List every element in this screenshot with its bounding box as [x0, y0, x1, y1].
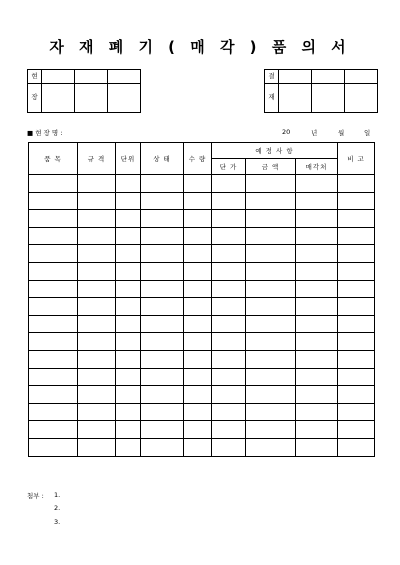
table-cell[interactable] [78, 368, 116, 386]
approval-sign-cell[interactable] [108, 84, 141, 113]
attachment-item-1: 1. [54, 491, 61, 499]
table-cell[interactable] [338, 192, 375, 210]
table-cell[interactable] [184, 245, 212, 263]
approval-title-cell[interactable] [42, 70, 75, 84]
approval-sign-cell[interactable] [345, 84, 378, 113]
table-cell[interactable] [184, 386, 212, 404]
approval-title-cell[interactable] [279, 70, 312, 84]
table-cell[interactable] [246, 368, 296, 386]
table-cell[interactable] [141, 333, 184, 351]
table-cell[interactable] [212, 403, 246, 421]
attachment-label: 첨부 : [27, 492, 44, 500]
approval-sign-cell[interactable] [42, 84, 75, 113]
table-cell[interactable] [29, 192, 78, 210]
disposal-items-table [28, 142, 375, 457]
table-cell[interactable] [29, 298, 78, 316]
table-cell[interactable] [29, 421, 78, 439]
table-cell[interactable] [29, 280, 78, 298]
table-cell[interactable] [212, 262, 246, 280]
table-cell[interactable] [141, 350, 184, 368]
date-day-label: 일 [364, 129, 371, 137]
table-cell[interactable] [29, 227, 78, 245]
approval-sign-cell[interactable] [75, 84, 108, 113]
header-quantity: 수 량 [184, 143, 212, 175]
table-cell[interactable] [116, 333, 141, 351]
table-cell[interactable] [184, 421, 212, 439]
approval-title-cell[interactable] [108, 70, 141, 84]
table-cell[interactable] [246, 298, 296, 316]
table-cell[interactable] [246, 333, 296, 351]
table-row [29, 227, 375, 245]
table-cell[interactable] [338, 280, 375, 298]
table-cell[interactable] [78, 175, 116, 193]
table-cell[interactable] [141, 210, 184, 228]
table-cell[interactable] [212, 175, 246, 193]
table-row [29, 280, 375, 298]
date-month-label: 월 [338, 129, 345, 137]
table-cell[interactable] [29, 315, 78, 333]
table-cell[interactable] [338, 227, 375, 245]
table-cell[interactable] [338, 421, 375, 439]
table-cell[interactable] [116, 245, 141, 263]
table-cell[interactable] [78, 210, 116, 228]
table-cell[interactable] [296, 175, 338, 193]
table-cell[interactable] [29, 438, 78, 456]
table-cell[interactable] [212, 210, 246, 228]
table-cell[interactable] [184, 280, 212, 298]
table-cell[interactable] [212, 333, 246, 351]
table-cell[interactable] [184, 315, 212, 333]
attachment-item-3: 3. [54, 518, 61, 526]
table-cell[interactable] [296, 280, 338, 298]
table-row [29, 386, 375, 404]
table-cell[interactable] [29, 210, 78, 228]
table-cell[interactable] [184, 350, 212, 368]
table-cell[interactable] [338, 403, 375, 421]
table-cell[interactable] [212, 245, 246, 263]
table-cell[interactable] [116, 227, 141, 245]
table-cell[interactable] [246, 438, 296, 456]
table-cell[interactable] [78, 438, 116, 456]
table-cell[interactable] [78, 227, 116, 245]
table-cell[interactable] [296, 262, 338, 280]
table-cell[interactable] [246, 245, 296, 263]
table-cell[interactable] [246, 386, 296, 404]
table-cell[interactable] [141, 192, 184, 210]
table-cell[interactable] [78, 262, 116, 280]
table-cell[interactable] [116, 298, 141, 316]
table-cell[interactable] [29, 386, 78, 404]
table-cell[interactable] [116, 403, 141, 421]
table-cell[interactable] [184, 262, 212, 280]
table-cell[interactable] [141, 438, 184, 456]
site-approval-box [27, 69, 141, 113]
table-cell[interactable] [78, 333, 116, 351]
table-cell[interactable] [78, 386, 116, 404]
table-cell[interactable] [212, 350, 246, 368]
table-cell[interactable] [338, 315, 375, 333]
table-cell[interactable] [141, 262, 184, 280]
approval-sign-cell[interactable] [312, 84, 345, 113]
table-cell[interactable] [246, 175, 296, 193]
table-cell[interactable] [338, 298, 375, 316]
table-cell[interactable] [296, 438, 338, 456]
table-row [29, 368, 375, 386]
table-row [29, 438, 375, 456]
table-cell[interactable] [116, 280, 141, 298]
table-cell[interactable] [338, 210, 375, 228]
table-row [29, 298, 375, 316]
table-cell[interactable] [78, 350, 116, 368]
table-cell[interactable] [141, 280, 184, 298]
table-cell[interactable] [116, 386, 141, 404]
table-cell[interactable] [184, 192, 212, 210]
table-cell[interactable] [338, 333, 375, 351]
final-approval-box [264, 69, 378, 113]
approval-title-cell[interactable] [312, 70, 345, 84]
table-cell[interactable] [246, 262, 296, 280]
table-cell[interactable] [296, 368, 338, 386]
table-cell[interactable] [296, 421, 338, 439]
table-cell[interactable] [338, 368, 375, 386]
table-cell[interactable] [338, 350, 375, 368]
table-cell[interactable] [116, 315, 141, 333]
table-cell[interactable] [78, 280, 116, 298]
table-cell[interactable] [212, 192, 246, 210]
table-cell[interactable] [29, 403, 78, 421]
table-cell[interactable] [184, 210, 212, 228]
site-approval-label-1: 현 [28, 70, 42, 84]
table-cell[interactable] [296, 298, 338, 316]
header-remarks: 비 고 [338, 143, 375, 175]
table-cell[interactable] [141, 386, 184, 404]
date-year-label: 년 [311, 129, 318, 137]
table-cell[interactable] [116, 192, 141, 210]
table-cell[interactable] [296, 227, 338, 245]
table-cell[interactable] [78, 315, 116, 333]
table-cell[interactable] [296, 403, 338, 421]
table-row [29, 403, 375, 421]
table-cell[interactable] [184, 298, 212, 316]
table-cell[interactable] [78, 403, 116, 421]
table-cell[interactable] [212, 386, 246, 404]
table-cell[interactable] [246, 350, 296, 368]
approval-title-cell[interactable] [345, 70, 378, 84]
table-cell[interactable] [296, 210, 338, 228]
table-cell[interactable] [338, 175, 375, 193]
table-cell[interactable] [29, 262, 78, 280]
header-planned: 예 정 사 항 [212, 143, 338, 159]
table-cell[interactable] [246, 421, 296, 439]
document-title: 자 재 폐 기 ( 매 각 ) 품 의 서 [49, 38, 351, 56]
table-row [29, 262, 375, 280]
table-row [29, 192, 375, 210]
site-approval-label-2: 장 [28, 84, 42, 113]
table-cell[interactable] [212, 315, 246, 333]
table-cell[interactable] [212, 280, 246, 298]
table-cell[interactable] [29, 175, 78, 193]
header-amount: 금 액 [246, 159, 296, 175]
table-cell[interactable] [246, 192, 296, 210]
header-spec: 규 격 [78, 143, 116, 175]
table-cell[interactable] [78, 298, 116, 316]
table-cell[interactable] [116, 262, 141, 280]
table-cell[interactable] [338, 438, 375, 456]
table-cell[interactable] [141, 421, 184, 439]
table-cell[interactable] [338, 245, 375, 263]
table-cell[interactable] [78, 192, 116, 210]
approval-sign-cell[interactable] [279, 84, 312, 113]
table-cell[interactable] [212, 227, 246, 245]
header-unit: 단위 [116, 143, 141, 175]
table-cell[interactable] [296, 386, 338, 404]
table-cell[interactable] [141, 315, 184, 333]
table-row [29, 245, 375, 263]
table-cell[interactable] [212, 368, 246, 386]
table-cell[interactable] [184, 333, 212, 351]
table-cell[interactable] [116, 210, 141, 228]
final-approval-label-2: 재 [265, 84, 279, 113]
table-cell[interactable] [141, 403, 184, 421]
table-cell[interactable] [141, 368, 184, 386]
header-condition: 상 태 [141, 143, 184, 175]
table-cell[interactable] [116, 350, 141, 368]
table-cell[interactable] [338, 262, 375, 280]
table-cell[interactable] [184, 368, 212, 386]
site-name-label: ■ 현 장 명 : [27, 129, 63, 137]
table-cell[interactable] [296, 245, 338, 263]
table-cell[interactable] [141, 175, 184, 193]
table-cell[interactable] [184, 403, 212, 421]
header-buyer: 매각처 [296, 159, 338, 175]
table-cell[interactable] [338, 386, 375, 404]
table-cell[interactable] [296, 192, 338, 210]
table-cell[interactable] [116, 368, 141, 386]
table-cell[interactable] [184, 227, 212, 245]
approval-title-cell[interactable] [75, 70, 108, 84]
table-cell[interactable] [212, 421, 246, 439]
table-cell[interactable] [116, 438, 141, 456]
table-cell[interactable] [184, 175, 212, 193]
table-cell[interactable] [29, 333, 78, 351]
table-cell[interactable] [212, 438, 246, 456]
attachment-item-2: 2. [54, 504, 61, 512]
table-cell[interactable] [141, 245, 184, 263]
table-cell[interactable] [29, 245, 78, 263]
table-cell[interactable] [212, 298, 246, 316]
table-cell[interactable] [78, 245, 116, 263]
final-approval-label-1: 결 [265, 70, 279, 84]
table-cell[interactable] [246, 210, 296, 228]
table-row [29, 175, 375, 193]
table-cell[interactable] [116, 421, 141, 439]
table-cell[interactable] [296, 350, 338, 368]
table-cell[interactable] [29, 368, 78, 386]
table-row [29, 333, 375, 351]
date-year-prefix: 20 [282, 128, 291, 136]
table-cell[interactable] [141, 227, 184, 245]
table-cell[interactable] [246, 315, 296, 333]
table-row [29, 315, 375, 333]
table-cell[interactable] [29, 350, 78, 368]
table-cell[interactable] [116, 175, 141, 193]
table-cell[interactable] [246, 280, 296, 298]
table-cell[interactable] [296, 333, 338, 351]
table-row [29, 210, 375, 228]
header-unit-price: 단 가 [212, 159, 246, 175]
table-cell[interactable] [78, 421, 116, 439]
table-cell[interactable] [246, 227, 296, 245]
table-row [29, 350, 375, 368]
header-item: 품 목 [29, 143, 78, 175]
table-cell[interactable] [246, 403, 296, 421]
table-row [29, 421, 375, 439]
table-cell[interactable] [296, 315, 338, 333]
table-cell[interactable] [141, 298, 184, 316]
table-cell[interactable] [184, 438, 212, 456]
